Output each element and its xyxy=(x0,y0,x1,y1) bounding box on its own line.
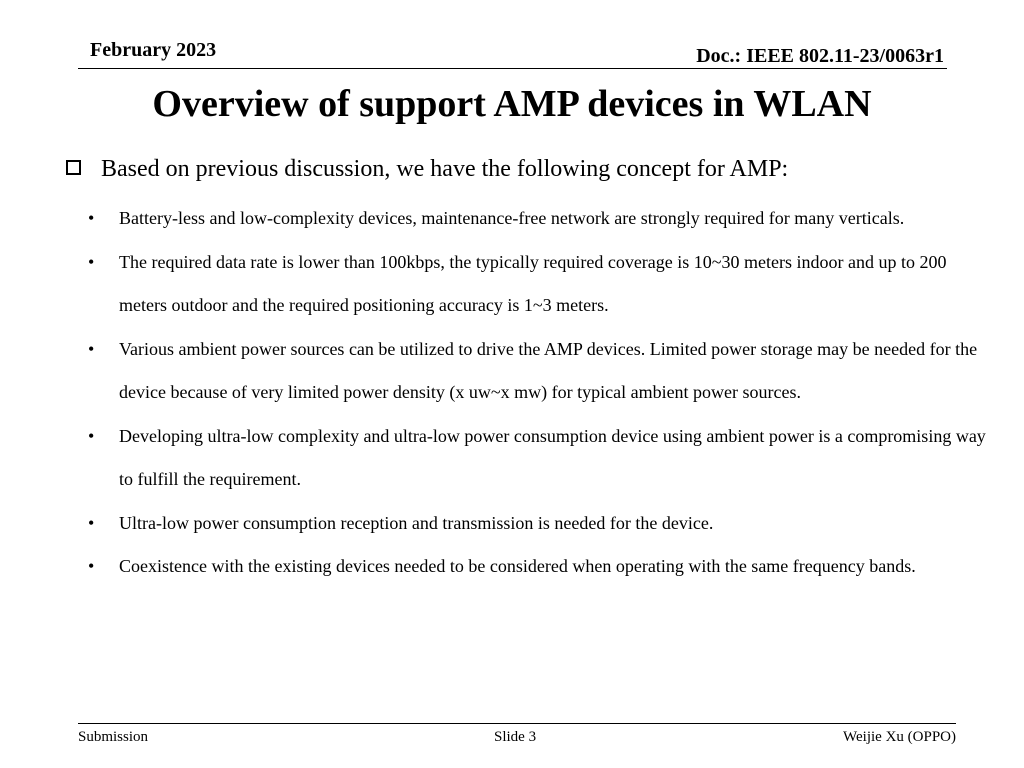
bullet-text: Various ambient power sources can be utilized to drive the AMP devices. Limited power storage may be needed for the device because of very limited power density (x uw~x mw) for typical ambient power sources. xyxy=(119,338,978,402)
list-item xyxy=(0,241,1024,328)
bullet-dot-icon: • xyxy=(88,425,95,446)
footer-divider xyxy=(78,723,956,724)
slide-title: Overview of support AMP devices in WLAN xyxy=(152,83,872,125)
lead-paragraph: Based on previous discussion, we have the following concept for AMP: xyxy=(101,156,789,182)
bullet-dot-icon: • xyxy=(88,208,95,228)
footer-author: Weijie Xu (OPPO) xyxy=(843,729,956,745)
bullet-text: Ultra-low power consumption reception and transmission is needed for the device. xyxy=(119,512,714,533)
header-date: February 2023 xyxy=(90,39,217,61)
bullet-dot-icon: • xyxy=(88,251,95,272)
header-divider xyxy=(78,68,947,69)
bullet-text: Coexistence with the existing devices needed to be considered when operating with the same frequency bands. xyxy=(119,556,916,576)
bullet-text: Developing ultra-low complexity and ultra-low power consumption device using ambient power is a compromising way to fulfill the requirement. xyxy=(119,425,986,489)
bullet-text: The required data rate is lower than 100kbps, the typically required coverage is 10~30 meters indoor and up to 200 meters outdoor and the required positioning accuracy is 1~3 meters. xyxy=(119,251,947,315)
list-item xyxy=(0,197,1024,241)
list-item xyxy=(0,545,1024,589)
checkbox-bullet-icon xyxy=(66,160,81,175)
bullet-dot-icon: • xyxy=(88,338,95,359)
bullet-dot-icon: • xyxy=(88,512,95,533)
bullet-list xyxy=(0,197,1024,589)
list-item xyxy=(0,502,1024,546)
footer-submission: Submission xyxy=(78,729,149,745)
bullet-dot-icon: • xyxy=(88,556,95,576)
bullet-text: Battery-less and low-complexity devices, maintenance-free network are strongly required for many verticals. xyxy=(119,208,905,228)
list-item xyxy=(0,415,1024,502)
list-item xyxy=(0,328,1024,415)
header-doc-id: Doc.: IEEE 802.11-23/0063r1 xyxy=(696,45,944,67)
footer-slide-number: Slide 3 xyxy=(494,729,537,745)
